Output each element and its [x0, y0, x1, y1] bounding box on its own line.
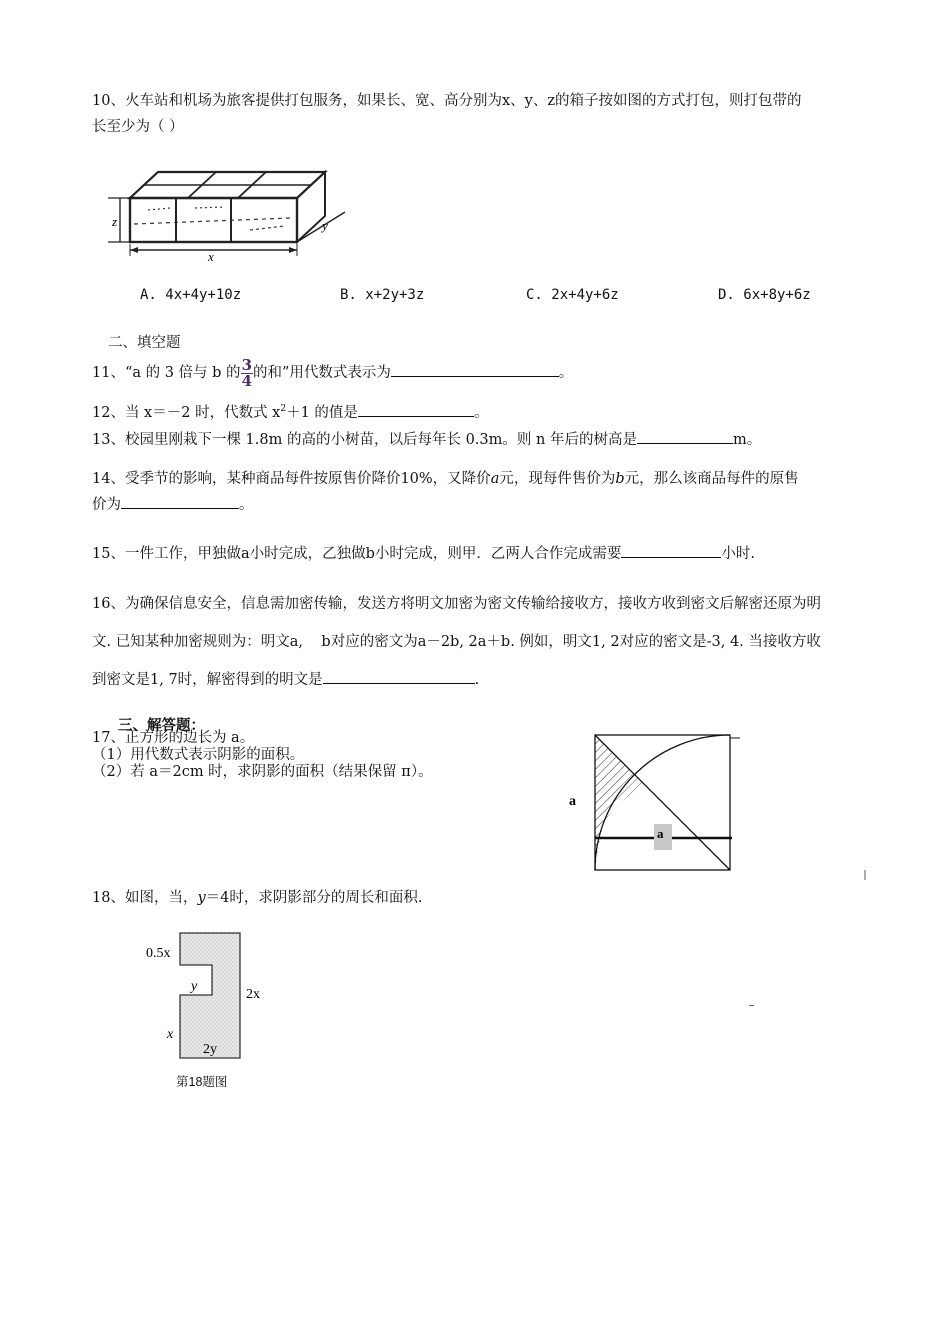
- q11-frac-num: 3: [241, 355, 252, 374]
- q13-answer-blank[interactable]: [637, 427, 733, 444]
- q17-line2: （1）用代数式表示阴影的面积。: [92, 747, 305, 763]
- question-12: [92, 400, 488, 422]
- q18-label-x: x: [167, 1027, 174, 1042]
- stray-mark: [749, 1005, 754, 1006]
- q14-end: 。: [239, 497, 254, 513]
- q17-line3: （2）若 a＝2cm 时，求阴影的面积（结果保留 π）。: [92, 764, 433, 780]
- q18-text-post: ＝4时，求阴影部分的周长和面积.: [205, 890, 423, 906]
- q11-end: 。: [558, 365, 574, 381]
- q12-answer-blank[interactable]: [358, 400, 474, 417]
- q14-var-b: b: [615, 471, 625, 487]
- q12-end: 。: [473, 405, 489, 421]
- q18-caption: 第18题图: [176, 1075, 228, 1089]
- q11-answer-blank[interactable]: [391, 360, 559, 377]
- q12-text-pre: 12、当 x＝－2 时，代数式 x: [92, 405, 281, 421]
- q13-text-pre: 13、校园里刚栽下一棵 1.8m 的高的小树苗，以后每年长 0.3m。则 n 年后的树高是: [92, 432, 637, 448]
- q18-label-half-x: 0.5x: [146, 946, 171, 961]
- q14-text-c: 元，那么该商品每件的原售: [624, 471, 799, 487]
- question-16: [92, 585, 882, 699]
- question-14: [92, 466, 882, 518]
- q11-text-pre: 11、“a 的 3 倍与 b 的: [92, 365, 241, 381]
- q11-fraction: [241, 355, 253, 390]
- q17-line1: 17、正方形的边长为 a。: [92, 730, 255, 746]
- q10-line1: 10、火车站和机场为旅客提供打包服务，如果长、宽、高分别为x、y、z的箱子按如图的方式打包，则打包带的: [92, 93, 802, 109]
- q18-var-y: y: [197, 890, 206, 906]
- q10-line2: 长至少为（ ）: [92, 119, 184, 135]
- q10-label-z: z: [112, 214, 118, 229]
- q18-label-2y: 2y: [203, 1042, 217, 1057]
- section-fill-in-title: 二、填空题: [108, 335, 181, 351]
- q18-text-pre: 18、如图，当，: [92, 890, 198, 906]
- q15-answer-blank[interactable]: [621, 541, 721, 558]
- q14-text-a: 14、受季节的影响，某种商品每件按原售价降价10%，又降价: [92, 471, 491, 487]
- section-solve-title: 三、解答题：: [118, 717, 205, 734]
- q14-var-a: a: [490, 471, 500, 487]
- question-17: [92, 730, 433, 781]
- q10-choice-c: C. 2x+4y+6z: [526, 287, 619, 303]
- question-18: [92, 886, 423, 907]
- question-13: [92, 427, 761, 449]
- q16-line2: 文. 已知某种加密规则为：明文a, b对应的密文为a－2b, 2a＋b. 例如，明文1, 2对应的密文是-3, 4. 当接收方收: [92, 634, 821, 650]
- q13-end: m。: [732, 432, 762, 448]
- q15-end: 小时.: [721, 546, 755, 562]
- q18-label-2x: 2x: [246, 987, 260, 1002]
- q12-text-post: ＋1 的值是: [286, 405, 358, 421]
- q11-text-post: 的和”用代数式表示为: [253, 365, 391, 381]
- q16-end: .: [474, 672, 480, 688]
- q16-line1: 16、为确保信息安全，信息需加密传输，发送方将明文加密为密文传输给接收方，接收方收到密文后解密还原为明: [92, 596, 821, 612]
- question-11: [92, 355, 573, 391]
- q11-frac-den: 4: [241, 371, 252, 390]
- q10-label-x: x: [208, 249, 214, 264]
- q17-square-figure: [560, 728, 870, 880]
- question-10: [92, 88, 882, 140]
- q10-choice-a: A. 4x+4y+10z: [140, 287, 242, 303]
- q10-choice-b: B. x+2y+3z: [340, 287, 425, 303]
- q16-answer-blank[interactable]: [323, 667, 475, 684]
- q16-line3: 到密文是1, 7时，解密得到的明文是: [92, 672, 323, 688]
- q14-text-b: 元，现每件售价为: [499, 471, 616, 487]
- q12-sup: 2: [280, 404, 287, 415]
- q10-box-figure: [100, 160, 360, 265]
- question-15: [92, 541, 755, 563]
- q15-text-pre: 15、一件工作，甲独做a小时完成，乙独做b小时完成，则甲．乙两人合作完成需要: [92, 546, 622, 562]
- q18-label-y: y: [191, 979, 198, 994]
- q10-choice-d: D. 6x+8y+6z: [718, 287, 811, 303]
- q14-answer-blank[interactable]: [121, 492, 239, 509]
- q17-side-label: a: [569, 794, 576, 809]
- q14-text-line2: 价为: [92, 497, 121, 513]
- q17-inner-label: a: [657, 826, 664, 841]
- q10-label-y: y: [322, 218, 328, 233]
